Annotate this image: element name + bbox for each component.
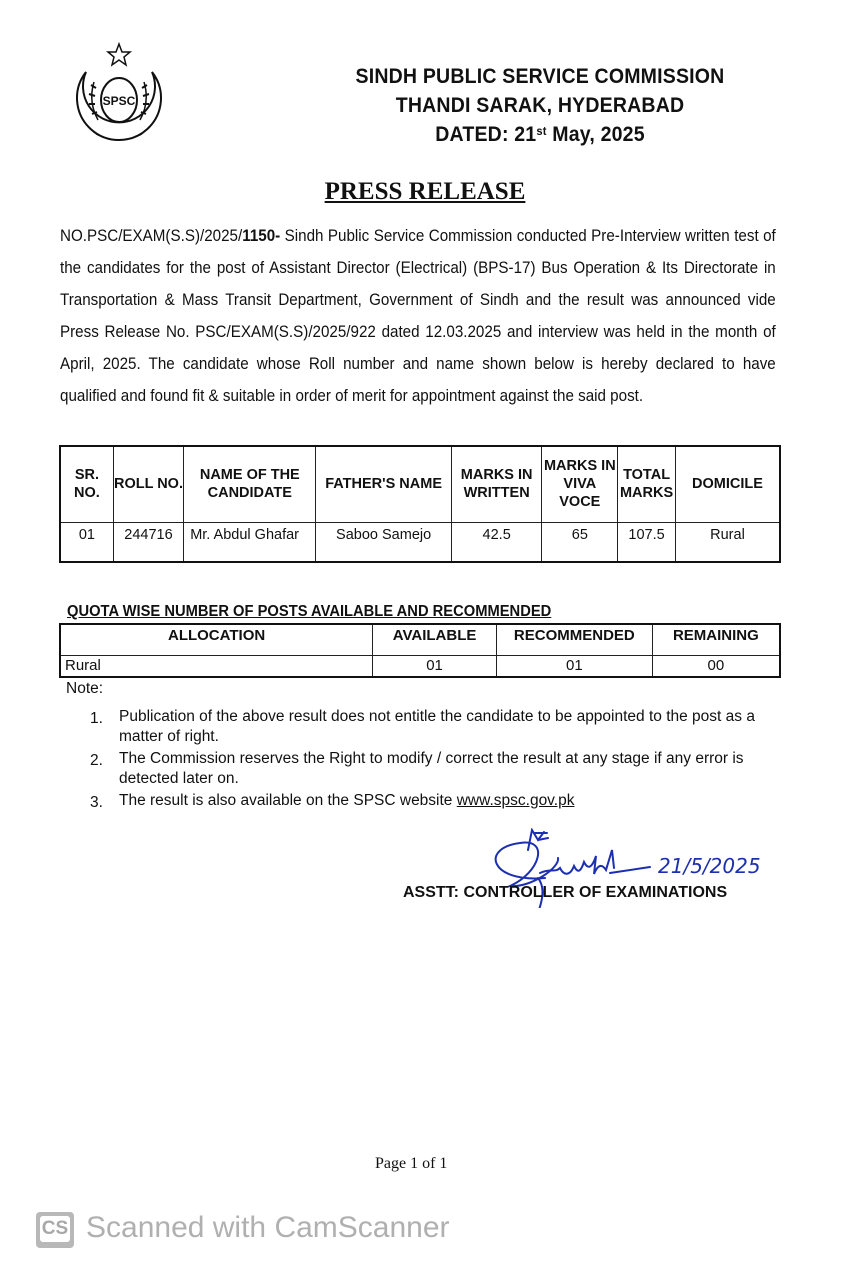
col-marks-written: MARKS IN WRITTEN [451,446,542,522]
cell-name: Mr. Abdul Ghafar [184,522,316,562]
page-title: PRESS RELEASE [324,178,526,205]
result-table [59,445,781,563]
col-marks-viva: MARKS IN VIVA VOCE [542,446,618,522]
cell-sr: 01 [60,522,113,562]
quota-header-row [60,624,780,655]
col-allocation: ALLOCATION [60,624,373,655]
spsc-website-link[interactable]: www.spsc.gov.pk [456,792,575,809]
quota-heading: QUOTA WISE NUMBER OF POSTS AVAILABLE AND RECOMMENDED [67,603,552,620]
spsc-logo [66,42,172,150]
col-domicile: DOMICILE [675,446,780,522]
svg-text:21/5/2025: 21/5/2025 [658,854,761,878]
col-candidate-name: NAME OF THE CANDIDATE [184,446,316,522]
cell-available: 01 [373,655,497,677]
cell-roll: 244716 [113,522,183,562]
cell-total: 107.5 [618,522,676,562]
col-father-name: FATHER'S NAME [316,446,451,522]
reference-number: 1150- [242,227,281,245]
col-sr-no: SR. NO. [60,446,113,522]
col-recommended: RECOMMENDED [496,624,652,655]
col-roll-no: ROLL NO. [113,446,183,522]
reference-prefix: NO.PSC/EXAM(S.S)/2025/ [60,227,243,245]
note-item: 1. Publication of the above result does not entitle the candidate to be appointed to the post as a matter of right. [90,708,755,745]
col-remaining: REMAINING [652,624,780,655]
cell-recommended: 01 [496,655,652,677]
table-row [60,522,780,562]
signatory-title: ASSTT: CONTROLLER OF EXAMINATIONS [403,884,728,901]
org-name: SINDH PUBLIC SERVICE COMMISSION [355,65,725,88]
notes-list [90,707,780,813]
cell-written: 42.5 [451,522,542,562]
letterhead [308,62,773,149]
scanner-watermark: Scanned with CamScanner [86,1211,450,1244]
note-label: Note: [66,680,104,697]
cell-remaining: 00 [652,655,780,677]
col-total-marks: TOTAL MARKS [618,446,676,522]
note-item: 3. The result is also available on the SPSC website www.spsc.gov.pk [90,792,575,811]
table-header-row [60,446,780,522]
col-available: AVAILABLE [373,624,497,655]
table-row [60,655,780,677]
document-date: DATED: 21st May, 2025 [435,123,645,146]
page-number: Page 1 of 1 [375,1155,448,1172]
cell-father: Saboo Samejo [316,522,451,562]
body-paragraph: Sindh Public Service Commission conducted Pre-Interview written test of the candidates for the post of Assistant Director (Electrical) (BPS-17) Bus Operation & Its Directorate in Transportation & Mass Transit Department, Government of Sindh and the result was announced vide Press Release No. PSC/EXAM(S.S)/2025/922 dated 12.03.2025 and interview was held in the month of April, 2025. The candidate whose Roll number and name shown below is hereby declared to have qualified and found fit & suitable in order of merit for appointment against the said post. [60,227,776,405]
cell-domicile: Rural [675,522,780,562]
org-address: THANDI SARAK, HYDERABAD [395,94,685,117]
note-item: 2. The Commission reserves the Right to modify / correct the result at any stage if any error is detected later on. [90,750,744,787]
cell-allocation: Rural [60,655,373,677]
camscanner-logo-icon: CS [36,1212,74,1248]
svg-text:SPSC: SPSC [102,94,136,108]
quota-table [59,623,781,678]
cell-viva: 65 [542,522,618,562]
star-icon [108,44,130,65]
press-release-body [60,220,776,412]
